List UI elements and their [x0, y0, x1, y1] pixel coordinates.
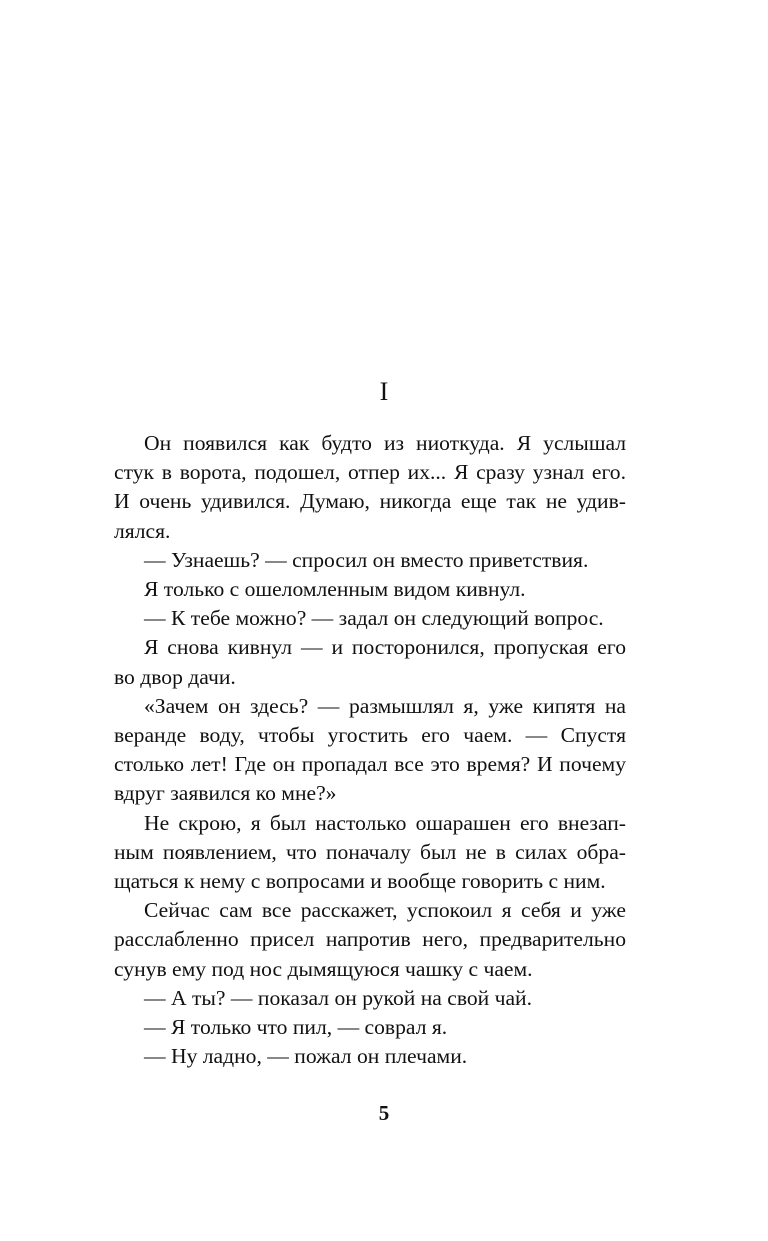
text-line: вдруг заявился ко мне?» [114, 781, 337, 806]
paragraph [84, 809, 626, 897]
text-line: — А ты? — показал он рукой на свой чай. [144, 985, 533, 1010]
text-line: щаться к нему с вопросами и вообще говорить с ним. [114, 869, 606, 894]
text-line: Он появился как будто из ниоткуда. Я услышал [144, 431, 626, 455]
text-line: лялся. [114, 518, 171, 543]
body-text [84, 429, 626, 1071]
paragraph [84, 546, 626, 575]
paragraph [84, 896, 626, 984]
text-line: — К тебе можно? — задал он следующий вопрос. [144, 606, 604, 631]
text-line: во двор дачи. [114, 664, 236, 689]
text-line: Я снова кивнул — и посторонился, пропуская его [144, 635, 626, 660]
paragraph [84, 429, 626, 546]
text-line: столько лет! Где он пропадал все это время? И почему [114, 752, 626, 777]
paragraph [84, 1013, 626, 1042]
page-number: 5 [378, 1101, 390, 1125]
text-line: ным появлением, что поначалу был не в силах обра- [114, 839, 626, 864]
text-line: Сейчас сам все расскажет, успокоил я себя и уже [144, 898, 626, 923]
paragraph [84, 575, 626, 604]
text-line: И очень удивился. Думаю, никогда еще так не удив- [114, 489, 626, 514]
text-line: стук в ворота, подошел, отпер их... Я сразу узнал его. [114, 460, 626, 485]
text-line: «Зачем он здесь? — размышлял я, уже кипятя на [144, 693, 626, 718]
paragraph [84, 692, 626, 809]
text-line: — Узнаешь? — спросил он вместо приветствия. [144, 547, 589, 572]
paragraph [84, 633, 626, 691]
paragraph [84, 604, 626, 633]
text-line: Не скрою, я был настолько ошарашен его внезап- [144, 810, 626, 835]
text-line: сунув ему под нос дымящуюся чашку с чаем. [114, 956, 533, 981]
text-line: — Я только что пил, — соврал я. [144, 1015, 448, 1040]
text-line: веранде воду, чтобы угостить его чаем. — Спустя [114, 723, 626, 748]
text-line: расслабленно присел напротив него, предварительно [114, 927, 626, 952]
text-line: — Ну ладно, — пожал он плечами. [144, 1044, 468, 1069]
text-line: Я только с ошеломленным видом кивнул. [144, 577, 526, 602]
paragraph [84, 1042, 626, 1071]
paragraph [84, 984, 626, 1013]
chapter-heading: I [379, 377, 389, 406]
